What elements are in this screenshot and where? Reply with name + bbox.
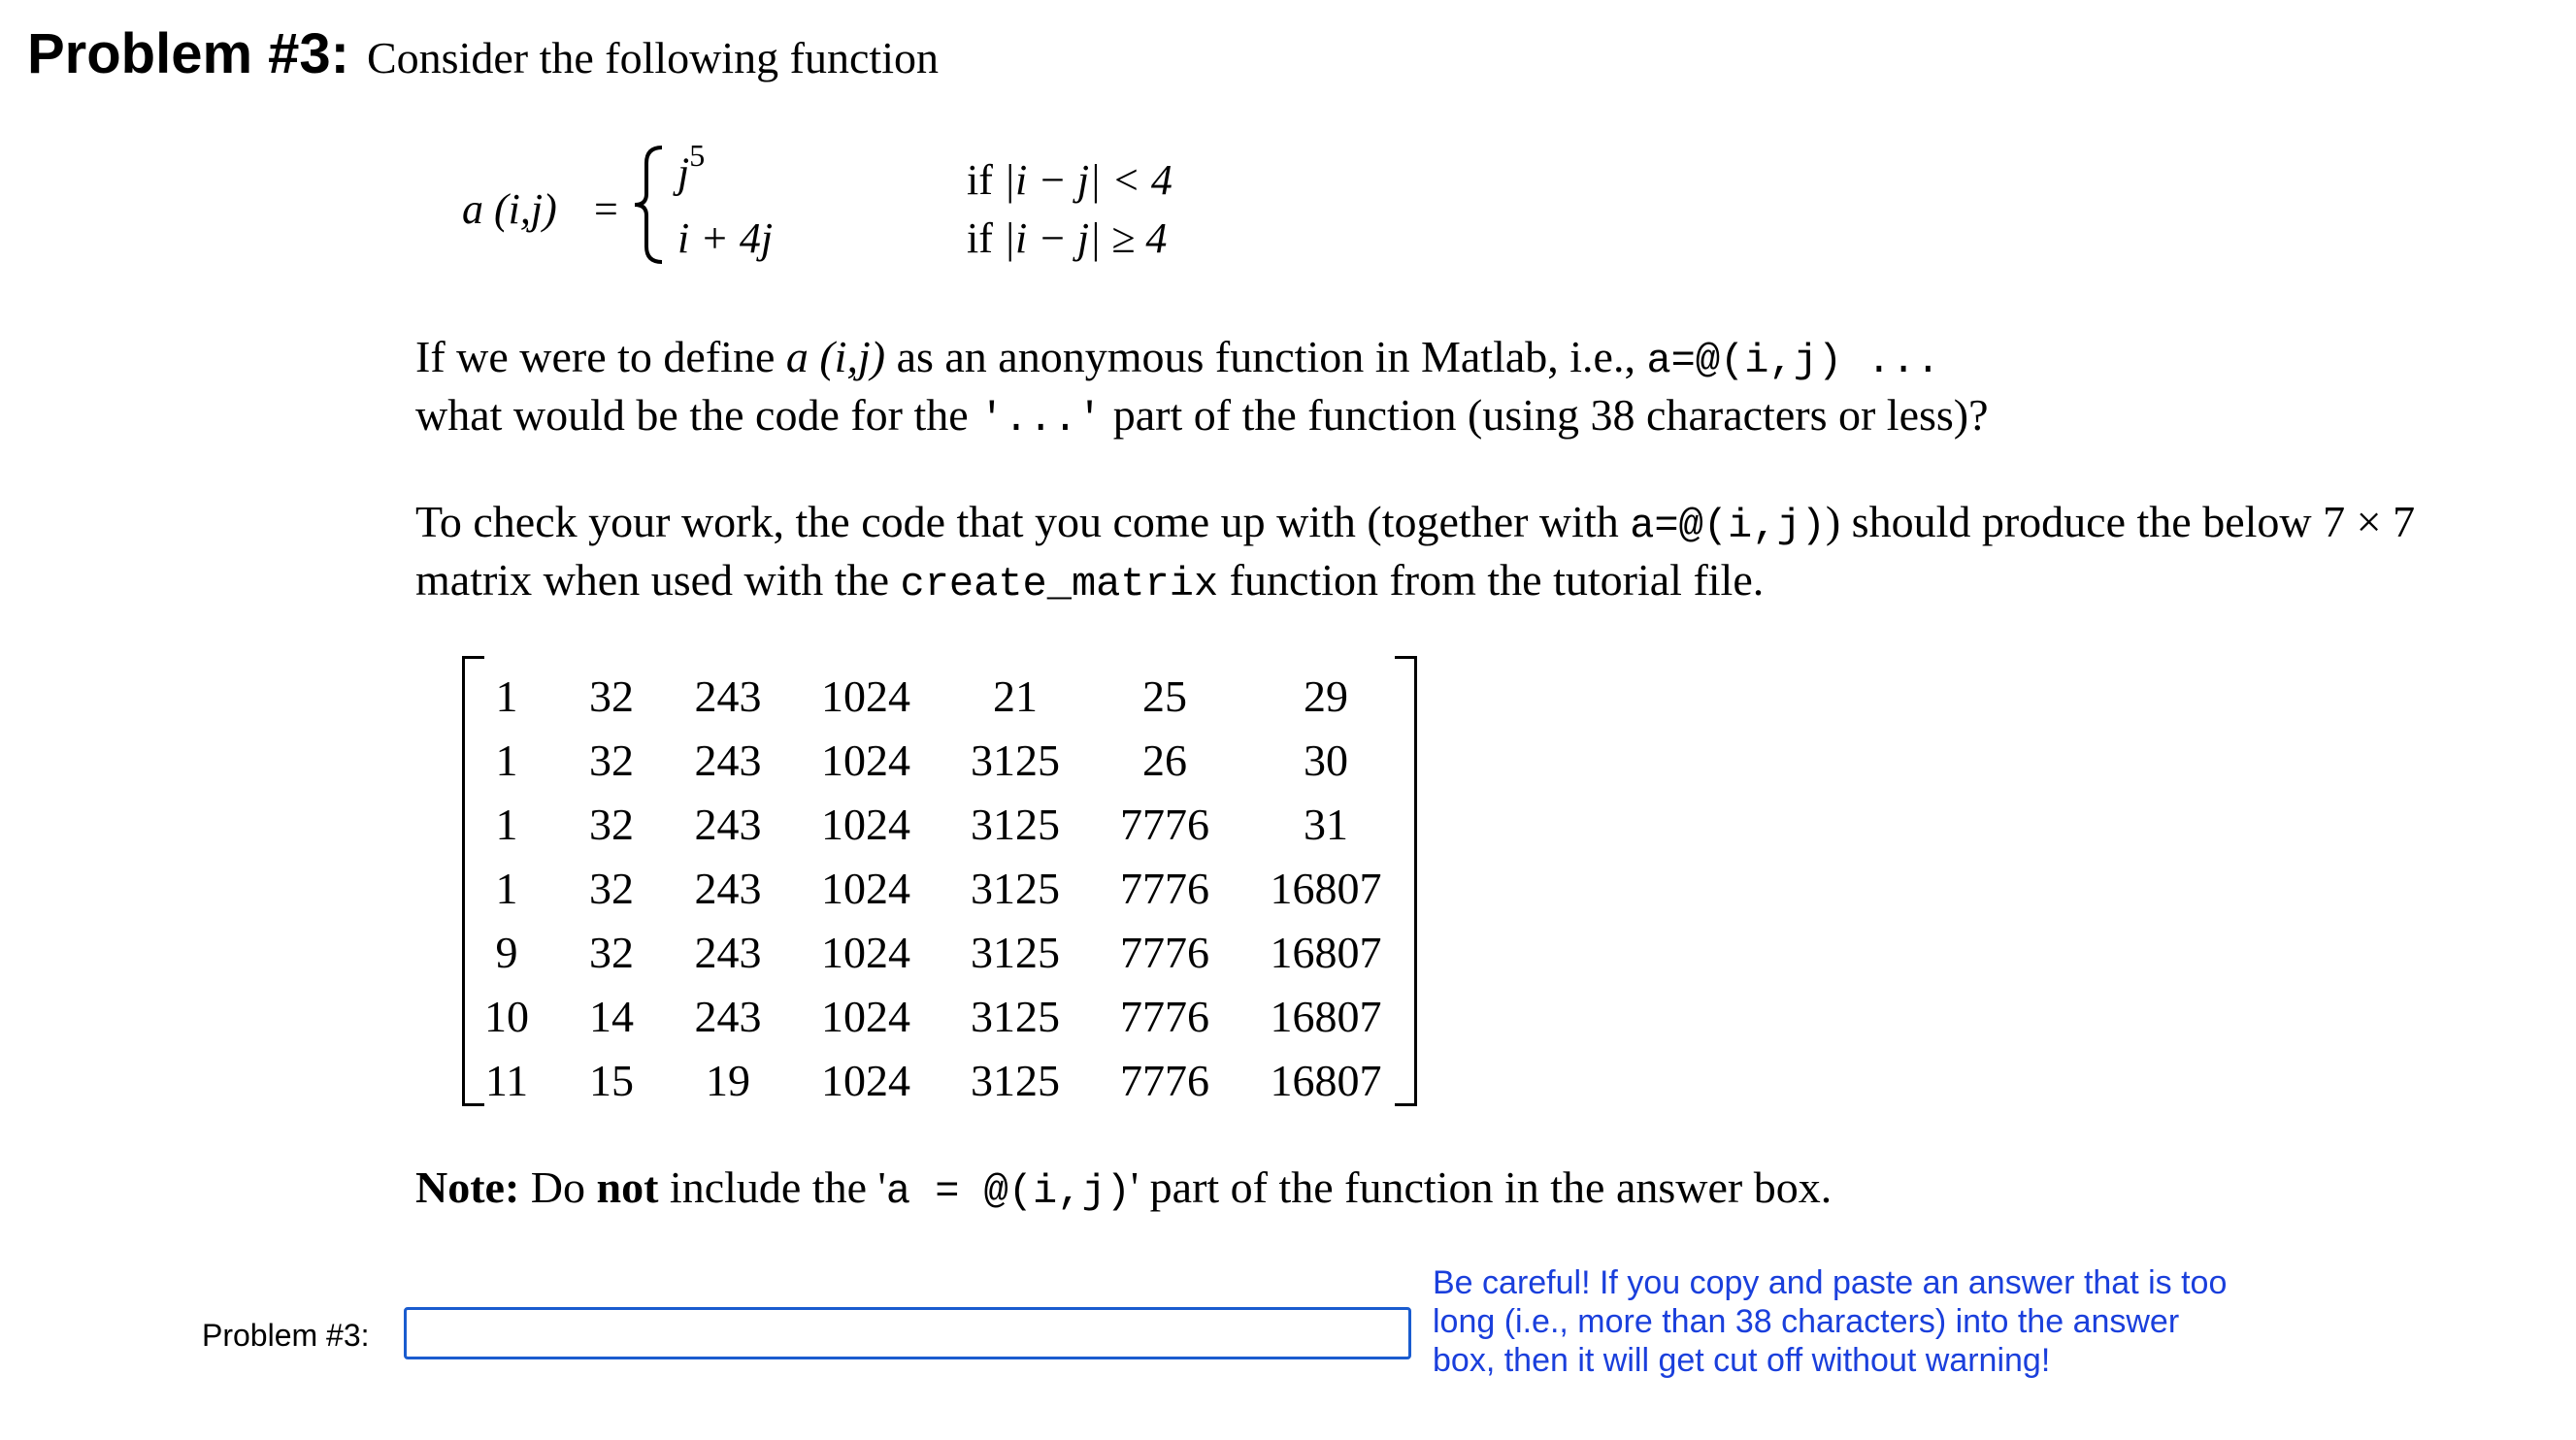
matrix-cell: 7776 (1120, 992, 1209, 1041)
matrix-cell: 7776 (1120, 864, 1209, 913)
answer-label: Problem #3: (202, 1318, 370, 1353)
matrix-cell: 3125 (971, 864, 1060, 913)
matrix-cell: 243 (694, 800, 762, 849)
matrix-cell: 1 (495, 671, 518, 721)
matrix-cell: 16807 (1270, 992, 1382, 1041)
function-lhs: a (i,j) (462, 185, 557, 233)
problem-intro-text: Consider the following function (367, 33, 939, 82)
note-text: Note: Do not include the 'a = @(i,j)' part of the function in the answer box. (415, 1162, 1833, 1215)
matrix-right-bracket (1395, 656, 1417, 1106)
answer-input[interactable] (404, 1307, 1411, 1359)
matrix-cell: 15 (589, 1056, 634, 1105)
question-line-1: If we were to define a (i,j) as an anonymous function in Matlab, i.e., a=@(i,j) ... (415, 332, 1940, 384)
matrix-cell: 7776 (1120, 1056, 1209, 1105)
matrix-cell: 16807 (1270, 1056, 1382, 1105)
matrix-cell: 243 (694, 992, 762, 1041)
check-line-1: To check your work, the code that you come up with (together with a=@(i,j)) should produce the below 7 × 7 (415, 497, 2416, 549)
matrix-cell: 29 (1304, 671, 1348, 721)
piecewise-function (462, 138, 1172, 274)
matrix-cell: 32 (589, 736, 634, 785)
case1-condition: if |i − j| < 4 (967, 156, 1172, 204)
check-paragraph (415, 495, 2415, 611)
matrix-cell: 243 (694, 671, 762, 721)
matrix-cell: 1024 (821, 1056, 910, 1105)
question-paragraph (415, 330, 1989, 446)
matrix-cell: 14 (589, 992, 634, 1041)
matrix-cell: 32 (589, 671, 634, 721)
check-line-2: matrix when used with the create_matrix function from the tutorial file. (415, 555, 1765, 607)
matrix-cell: 243 (694, 928, 762, 977)
case2-condition: if |i − j| ≥ 4 (967, 214, 1168, 262)
matrix-cell: 9 (495, 928, 518, 977)
matrix-cell: 1024 (821, 992, 910, 1041)
problem-heading (27, 21, 939, 86)
matrix-cell: 32 (589, 800, 634, 849)
matrix-cell: 243 (694, 864, 762, 913)
matrix-cell: 1024 (821, 864, 910, 913)
case1-expression: $j^5$ (677, 138, 706, 197)
matrix-cell: 1024 (821, 671, 910, 721)
matrix-cell: 19 (706, 1056, 750, 1105)
matrix-cell: 7776 (1120, 928, 1209, 977)
matrix-cell: 1024 (821, 928, 910, 977)
equals-sign: = (594, 185, 618, 233)
result-matrix (462, 656, 1417, 1105)
case2-expression: i + 4j (677, 214, 774, 262)
matrix-cell: 1 (495, 864, 518, 913)
matrix-cell: 3125 (971, 1056, 1060, 1105)
matrix-cell: 10 (484, 992, 529, 1041)
matrix-cell: 31 (1304, 800, 1348, 849)
matrix-cell: 16807 (1270, 928, 1382, 977)
matrix-cell: 3125 (971, 928, 1060, 977)
matrix-cell: 1024 (821, 736, 910, 785)
curly-brace-icon (629, 142, 668, 268)
matrix-cell: 3125 (971, 736, 1060, 785)
matrix-cell: 21 (993, 671, 1038, 721)
matrix-cell: 7776 (1120, 800, 1209, 849)
matrix-cell: 1 (495, 736, 518, 785)
matrix-cell: 25 (1142, 671, 1187, 721)
problem-number-label: Problem #3: (27, 22, 349, 85)
matrix-cell: 26 (1142, 736, 1187, 785)
warning-text: Be careful! If you copy and paste an answer that is too long (i.e., more than 38 characters) into the answer box, then it will get cut off without warning! (1433, 1264, 2228, 1379)
matrix-cell: 3125 (971, 800, 1060, 849)
matrix-cell: 243 (694, 736, 762, 785)
matrix-cell: 1 (495, 800, 518, 849)
matrix-cell: 3125 (971, 992, 1060, 1041)
matrix-cell: 16807 (1270, 864, 1382, 913)
question-line-2: what would be the code for the '...' part of the function (using 38 characters or less)? (415, 390, 1989, 442)
matrix-cell: 1024 (821, 800, 910, 849)
matrix-cell: 32 (589, 864, 634, 913)
matrix-cell: 11 (484, 1056, 529, 1105)
matrix-cell: 30 (1304, 736, 1348, 785)
matrix-cell: 32 (589, 928, 634, 977)
